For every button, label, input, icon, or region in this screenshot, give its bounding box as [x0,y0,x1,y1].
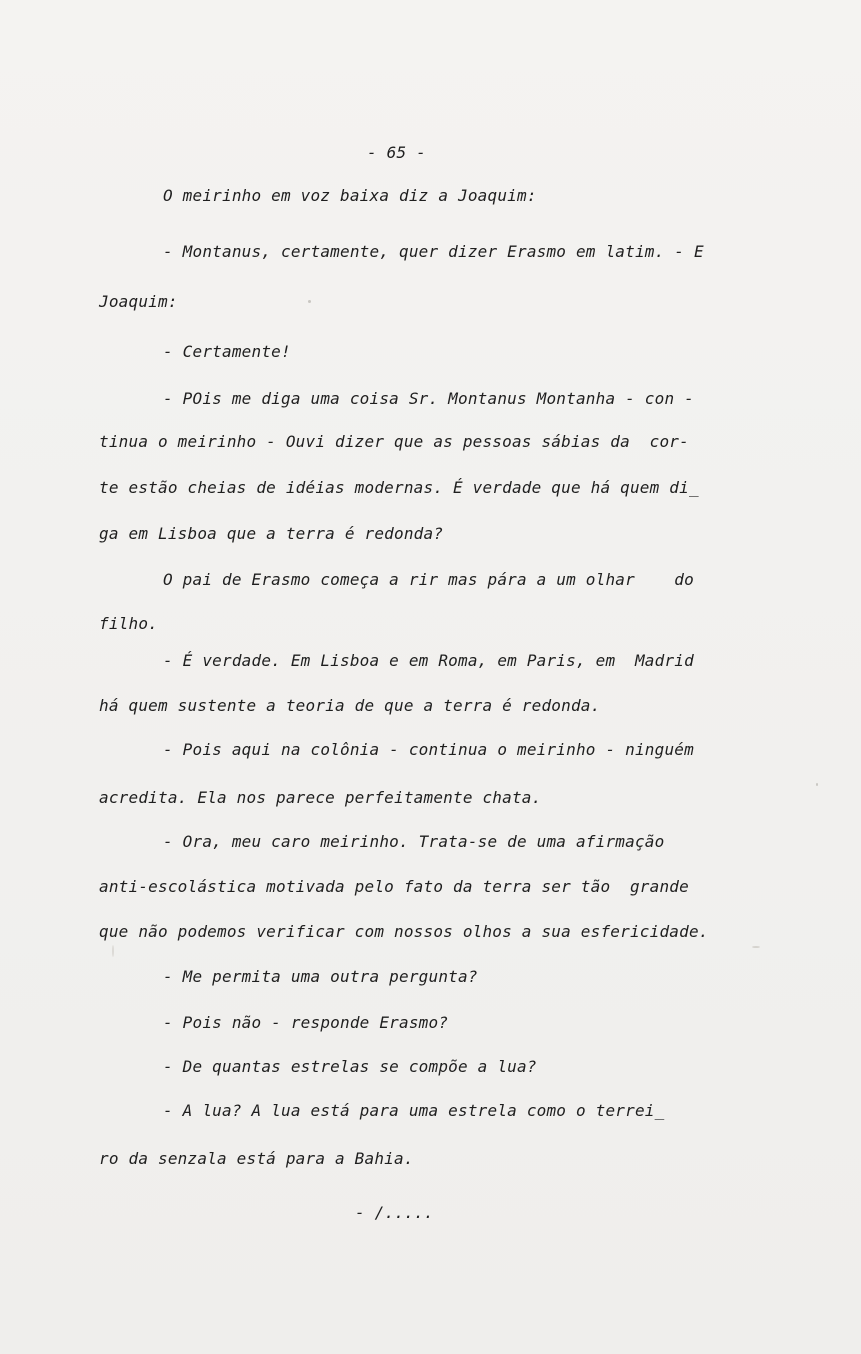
text-line-16: anti-escolástica motivada pelo fato da terra ser tão grande [99,877,689,896]
paper-speck [112,945,114,957]
text-line-22: ro da senzala está para a Bahia. [99,1149,414,1168]
paper-speck [308,300,311,303]
text-line-3: Joaquim: [99,292,178,311]
text-line-4: - Certamente! [163,342,291,361]
text-line-14: acredita. Ela nos parece perfeitamente chata. [99,788,542,807]
page-number: - 65 - [367,143,426,162]
text-line-12: há quem sustente a teoria de que a terra é redonda. [99,696,601,715]
paper-speck [752,946,760,948]
text-line-2: - Montanus, certamente, quer dizer Erasmo em latim. - E [163,242,704,261]
text-line-21: - A lua? A lua está para uma estrela como o terrei_ [163,1101,665,1120]
paper-speck [816,783,818,786]
text-line-9: O pai de Erasmo começa a rir mas pára a um olhar do [163,570,694,589]
text-line-11: - É verdade. Em Lisboa e em Roma, em Paris, em Madrid [163,651,694,670]
text-line-17: que não podemos verificar com nossos olhos a sua esfericidade. [99,922,709,941]
text-line-7: te estão cheias de idéias modernas. É verdade que há quem di_ [99,478,699,497]
text-line-1: O meirinho em voz baixa diz a Joaquim: [163,186,537,205]
text-line-8: ga em Lisboa que a terra é redonda? [99,524,444,543]
text-line-18: - Me permita uma outra pergunta? [163,967,478,986]
text-line-5: - POis me diga uma coisa Sr. Montanus Montanha - con - [163,389,694,408]
text-line-15: - Ora, meu caro meirinho. Trata-se de uma afirmação [163,832,665,851]
text-line-20: - De quantas estrelas se compõe a lua? [163,1057,537,1076]
continuation-mark: - /..... [355,1203,434,1222]
text-line-13: - Pois aqui na colônia - continua o meirinho - ninguém [163,740,694,759]
text-line-6: tinua o meirinho - Ouvi dizer que as pessoas sábias da cor- [99,432,689,451]
text-line-10: filho. [99,614,158,633]
text-line-19: - Pois não - responde Erasmo? [163,1013,449,1032]
